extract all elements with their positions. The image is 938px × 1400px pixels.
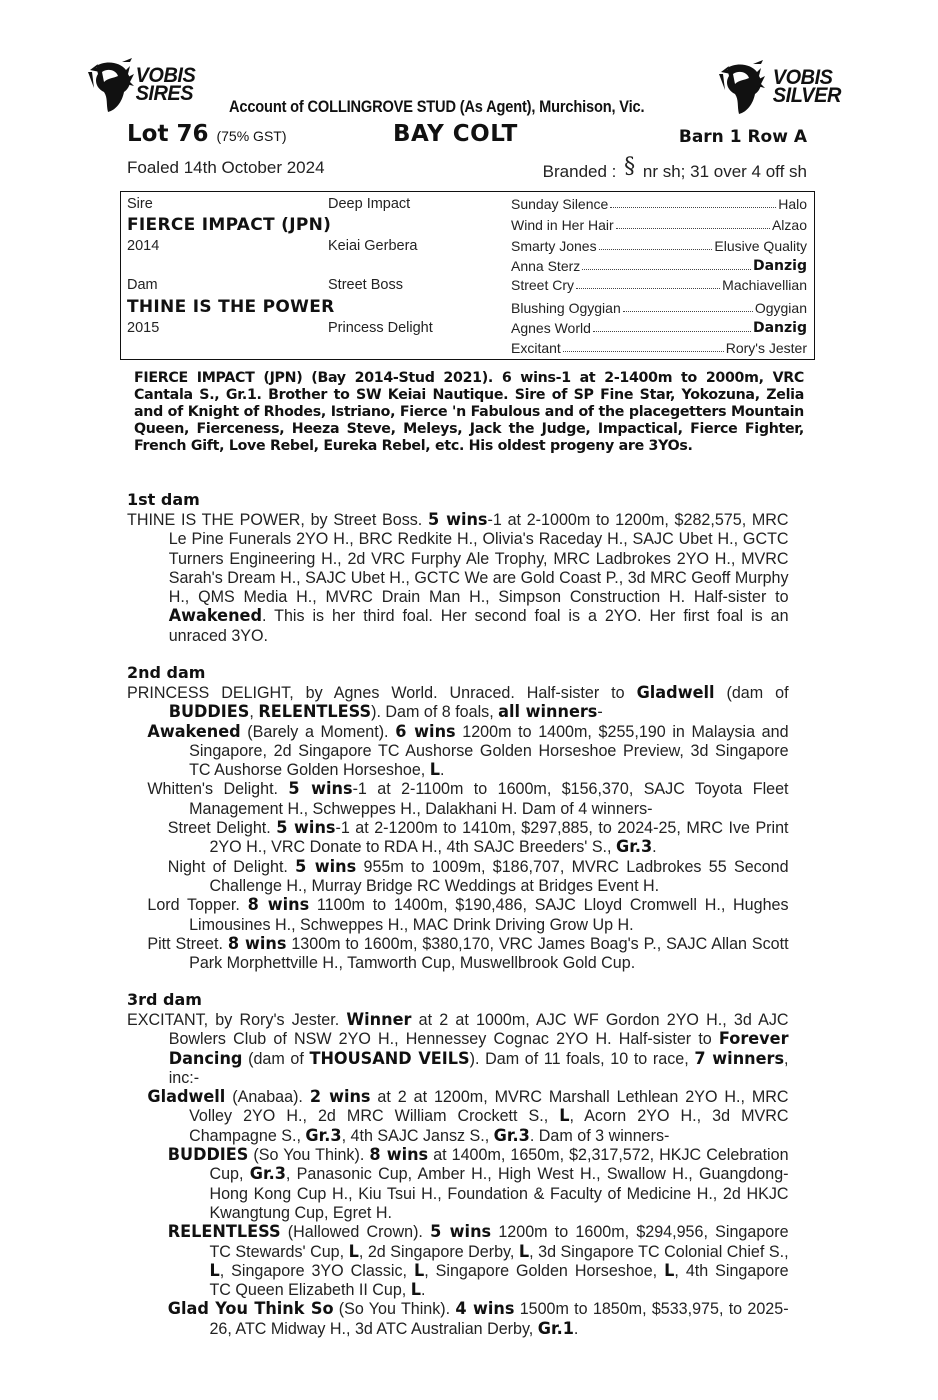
vendor-account: Account of COLLINGROVE STUD (As Agent), Murchison, Vic.	[229, 97, 645, 116]
second-dam-section	[127, 663, 809, 972]
progeny-entry: RELENTLESS (Hallowed Crown). 5 wins 1200m to 1600m, $294,956, Singapore TC Stewards' Cup, L, 2d Singapore Derby, L, 3d Singapore TC Colonial Chief S., L, Singapore 3YO Classic, L, Singapore Golden Horseshoe, L, 4th Singapore TC Queen Elizabeth II Cup, L.	[167, 1222, 789, 1300]
brand-symbol-icon: §	[624, 154, 636, 179]
grandparent: Blushing Ogygian	[511, 300, 621, 316]
branded-value: nr sh; 31 over 4 off sh	[642, 162, 807, 181]
progeny-entry: BUDDIES (So You Think). 8 wins at 1400m, 1650m, $2,317,572, HKJC Celebration Cup, Gr.3, Panasonic Cup, Amber H., High West H., Swallow H., Guangdong-Hong Kong Cup H., Kiu Tsui H., Foundation & Faculty of Medicine H., 2d HKJC Kwangtung Cup, Egret H.	[167, 1145, 789, 1222]
vobis-sires-logo	[86, 58, 197, 112]
sire-sire: Deep Impact	[328, 196, 411, 212]
pedigree-table	[120, 191, 815, 360]
barn-location: Barn 1 Row A	[678, 127, 807, 147]
grandparent: Agnes World	[511, 320, 591, 336]
second-dam-intro: PRINCESS DELIGHT, by Agnes World. Unraced. Half-sister to Gladwell (dam of BUDDIES, RELENTLESS). Dam of 8 foals, all winners-	[127, 683, 789, 722]
logo-line1: VOBIS	[135, 64, 196, 87]
progeny-entry: Night of Delight. 5 wins 955m to 1009m, $186,707, MVRC Ladbrokes 55 Second Challenge H., Murray Bridge RC Weddings at Bridges Event H.	[167, 856, 789, 895]
progeny-entry: Gladwell (Anabaa). 2 wins at 2 at 1200m, MVRC Marshall Lethlean 2YO H., MRC Volley 2YO H., 2d MRC William Crockett S., L, Acorn 2YO H., 3d MVRC Champagne S., Gr.3, 4th SAJC Jansz S., Gr.3. Dam of 3 winners-	[147, 1087, 789, 1145]
grandparent-row	[511, 196, 807, 212]
great-grandsire: Danzig	[752, 320, 807, 336]
first-dam-text: THINE IS THE POWER, by Street Boss. 5 wins-1 at 2-1000m to 1200m, $282,575, MRC Le Pine Funerals 2YO H., BRC Redkite H., Olivia's Raceday H., SAJC Ubet H., GCTC Turners Engineering H., 2d VRC Furphy Ale Trophy, MRC Ladbrokes 2YO H., MVRC Sarah's Dream H., SAJC Ubet H., GCTC We are Gold Coast P., 3d MRC Geoff Murphy H., QMS Media H., MVRC Drain Man H., Simpson Construction H. Half-sister to Awakened. This is her third foal. Her second foal is a 2YO. Her first foal is an unraced 3YO.	[127, 510, 789, 645]
foaled-date: Foaled 14th October 2024	[127, 158, 325, 177]
great-grandsire: Ogygian	[754, 300, 807, 316]
third-dam-section	[127, 990, 809, 1338]
logo-line1: VOBIS	[772, 66, 833, 89]
dam-dam: Princess Delight	[328, 320, 433, 336]
dam-label: Dam	[127, 277, 158, 293]
jockey-horse-icon	[717, 60, 763, 114]
progeny-entry: Lord Topper. 8 wins 1100m to 1400m, $190,486, SAJC Lloyd Cromwell H., Hughes Limousines H., Schweppes H., MAC Drink Driving Grow Up H.	[147, 895, 789, 934]
jockey-horse-icon	[86, 58, 132, 112]
progeny-entry: Pitt Street. 8 wins 1300m to 1600m, $380,170, VRC James Boag's P., SAJC Allan Scott Park Morphettville H., Tamworth Cup, Muswellbrook Gold Cup.	[147, 933, 789, 973]
sire-summary: FIERCE IMPACT (JPN) (Bay 2014-Stud 2021). 6 wins-1 at 2-1400m to 2000m, VRC Cantala S., Gr.1. Brother to SW Keiai Nautique. Sire of SP Fine Star, Yokozuna, Zelia and of Knight of Rhodes, Istriano, Fierce 'n Fabulous and of the placegetters Mountain Queen, Fierceness, Heeza Steve, Meleys, Jack the Judge, Impactical, Fierce Fighter, French Gift, Love Rebel, Eureka Rebel, etc. His oldest progeny are 3YOs.	[134, 370, 804, 454]
grandparent: Street Cry	[511, 277, 575, 293]
great-grandsire: Halo	[778, 196, 807, 212]
lot-label: Lot 76	[127, 121, 209, 147]
grandparent-row	[511, 258, 807, 274]
grandparent-row	[511, 277, 807, 293]
logo-line2: SILVER	[772, 84, 841, 107]
progeny-entry: Awakened (Barely a Moment). 6 wins 1200m to 1400m, $255,190 in Malaysia and Singapore, 2d Singapore TC Aushorse Golden Horseshoe Preview, 3d Singapore TC Aushorse Golden Horseshoe, L.	[147, 721, 789, 780]
grandparent: Sunday Silence	[511, 196, 609, 212]
horse-description: BAY COLT	[393, 121, 518, 147]
branding	[542, 154, 807, 183]
lot-number	[127, 121, 287, 147]
grandparent: Wind in Her Hair	[511, 217, 614, 233]
progeny-entry: Whitten's Delight. 5 wins-1 at 2-1100m to 1600m, $156,370, SAJC Toyota Fleet Management H., Schweppes H., Dalakhani H. Dam of 4 winners-	[147, 779, 789, 818]
first-dam-section	[127, 490, 809, 645]
gst-note: (75% GST)	[216, 128, 287, 144]
grandparent-row	[511, 340, 807, 356]
dam-sire: Street Boss	[328, 277, 403, 293]
vobis-silver-logo	[717, 60, 843, 114]
dam-name: THINE IS THE POWER	[127, 297, 335, 317]
section-heading: 2nd dam	[127, 663, 206, 682]
grandparent-row	[511, 300, 807, 316]
section-heading: 1st dam	[127, 490, 200, 509]
great-grandsire: Rory's Jester	[725, 340, 807, 356]
sire-dam: Keiai Gerbera	[328, 238, 418, 254]
dam-year: 2015	[127, 320, 160, 336]
grandparent: Smarty Jones	[511, 238, 597, 254]
grandparent: Anna Sterz	[511, 258, 581, 274]
progeny-entry: Street Delight. 5 wins-1 at 2-1200m to 1410m, $297,885, to 2024-25, MRC Ive Print 2YO H., VRC Donate to RDA H., 4th SAJC Breeders' S., Gr.3.	[167, 818, 789, 857]
grandparent: Excitant	[511, 340, 561, 356]
grandparent-row	[511, 217, 807, 233]
great-grandsire: Alzao	[771, 217, 807, 233]
sire-label: Sire	[127, 196, 153, 212]
sire-name: FIERCE IMPACT (JPN)	[127, 215, 332, 235]
third-dam-intro: EXCITANT, by Rory's Jester. Winner at 2 at 1000m, AJC WF Gordon 2YO H., 3d AJC Bowlers Club of NSW 2YO H., Hennessey Cognac 2YO H. Half-sister to Forever Dancing (dam of THOUSAND VEILS). Dam of 11 foals, 10 to race, 7 winners, inc:-	[127, 1010, 789, 1087]
progeny-entry: Glad You Think So (So You Think). 4 wins 1500m to 1850m, $533,975, to 2025-26, ATC Midway H., 3d ATC Australian Derby, Gr.1.	[167, 1299, 789, 1338]
great-grandsire: Danzig	[752, 258, 807, 274]
branded-label: Branded :	[542, 162, 617, 181]
great-grandsire: Machiavellian	[722, 277, 807, 293]
grandparent-row	[511, 238, 807, 254]
grandparent-row	[511, 320, 807, 336]
sire-year: 2014	[127, 238, 160, 254]
great-grandsire: Elusive Quality	[714, 238, 807, 254]
logo-line2: SIRES	[135, 82, 194, 105]
section-heading: 3rd dam	[127, 990, 202, 1009]
